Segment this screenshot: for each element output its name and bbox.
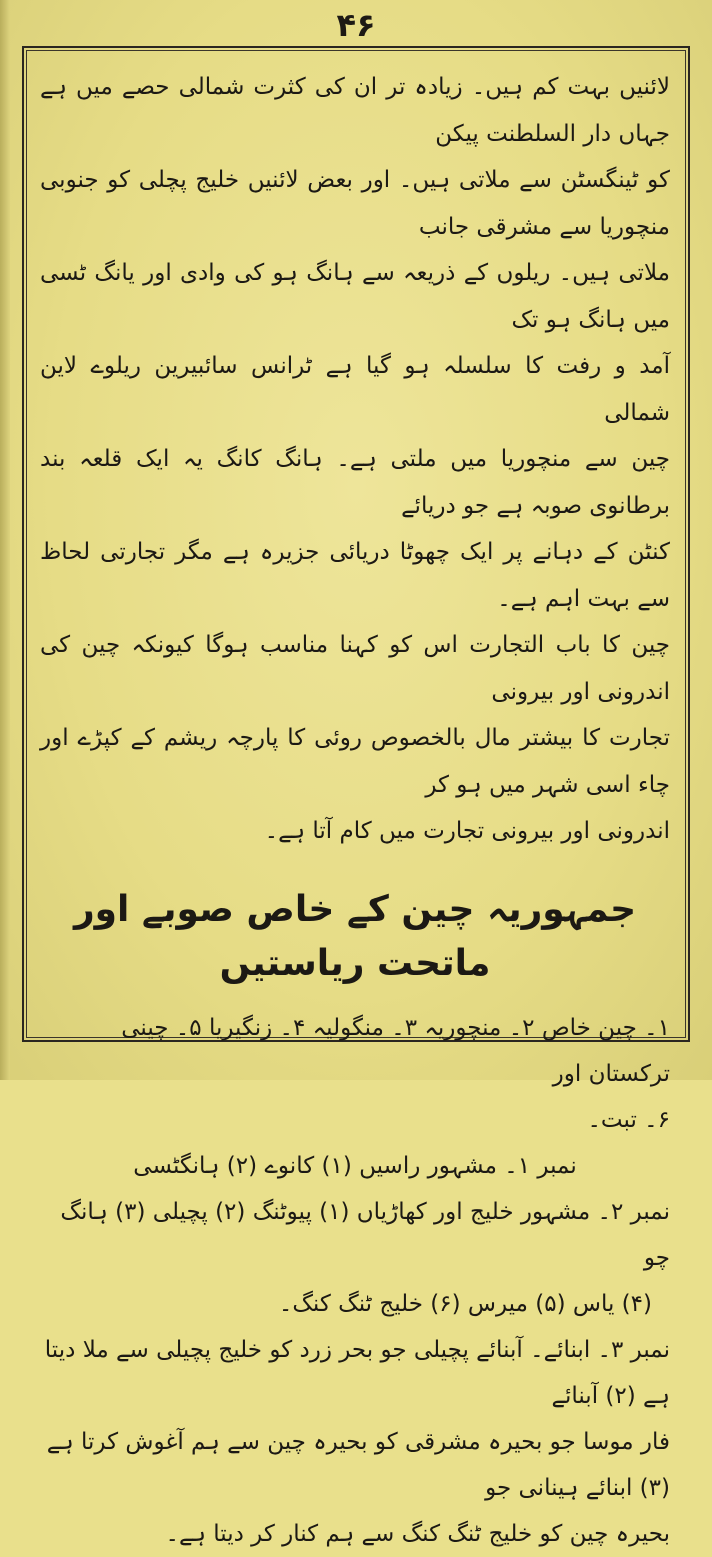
page-number: ۴۶ bbox=[336, 6, 376, 44]
list-line: نمبر ۳۔ ابنائے۔ آبنائے پچیلی جو بحر زرد کو خلیج پچیلی سے ملا دیتا ہے (۲) آبنائے bbox=[44, 1336, 670, 1409]
paragraph-line: چین کا باب التجارت اس کو کہنا مناسب ہوگا کیونکہ چین کی اندرونی اور بیرونی bbox=[40, 632, 670, 705]
paragraph-line: چین سے منچوریا میں ملتی ہے۔ ہانگ کانگ یہ ایک قلعہ بند برطانوی صوبہ ہے جو دریائے bbox=[40, 446, 670, 519]
list-line: نمبر ۲۔ مشہور خلیج اور کھاڑیاں (۱) پیوٹنگ (۲) پچیلی (۳) ہانگ چو bbox=[60, 1198, 670, 1271]
list-line: نمبر ۱۔ مشہور راسیں (۱) کانوے (۲) ہانگٹسی bbox=[133, 1152, 577, 1179]
paragraph-line: لائنیں بہت کم ہیں۔ زیادہ تر ان کی کثرت شمالی حصے میں ہے جہاں دار السلطنت پیکن bbox=[40, 74, 670, 147]
paragraph-line: آمد و رفت کا سلسلہ ہو گیا ہے ٹرانس سائبیرین ریلوے لاین شمالی bbox=[40, 353, 670, 426]
list-line: فار موسا جو بحیرہ مشرقی کو بحیرہ چین سے ہم آغوش کرتا ہے (۳) ابنائے ہینانی جو bbox=[46, 1428, 670, 1501]
list-line: (۴) یاس (۵) میرس (۶) خلیج ٹنگ کنگ۔ bbox=[278, 1290, 652, 1317]
list-line: ۶۔ تبت۔ bbox=[587, 1106, 670, 1133]
list-line: بحیرہ چین کو خلیج ٹنگ کنگ سے ہم کنار کر دیتا ہے۔ bbox=[165, 1520, 670, 1547]
paragraph-line: کو ٹینگسٹن سے ملاتی ہیں۔ اور بعض لائنیں خلیج پچلی کو جنوبی منچوریا سے مشرقی جانب bbox=[40, 167, 670, 240]
paragraph-line: تجارت کا بیشتر مال بالخصوص روئی کا پارچہ ریشم کے کپڑے اور چاء اسی شہر میں ہو کر bbox=[40, 725, 670, 798]
body-paragraph bbox=[40, 64, 670, 855]
paragraph-line: ملاتی ہیں۔ ریلوں کے ذریعہ سے ہانگ ہو کی وادی اور یانگ ٹسی میں ہانگ ہو تک bbox=[40, 260, 670, 333]
list-line: ۱۔ چین خاص ۲۔ منچوریہ ۳۔ منگولیہ ۴۔ زنگیریا ۵۔ چینی ترکستان اور bbox=[121, 1014, 670, 1087]
page-content bbox=[40, 64, 670, 1547]
page-binding-edge bbox=[0, 0, 10, 1080]
provinces-list bbox=[40, 1005, 670, 1557]
paragraph-line: اندرونی اور بیرونی تجارت میں کام آتا ہے۔ bbox=[264, 818, 670, 844]
paragraph-line: کنٹن کے دہانے پر ایک چھوٹا دریائی جزیرہ ہے مگر تجارتی لحاظ سے بہت اہم ہے۔ bbox=[40, 539, 670, 612]
section-heading: جمہوریہ چین کے خاص صوبے اور ماتحت ریاستیں bbox=[73, 888, 637, 984]
